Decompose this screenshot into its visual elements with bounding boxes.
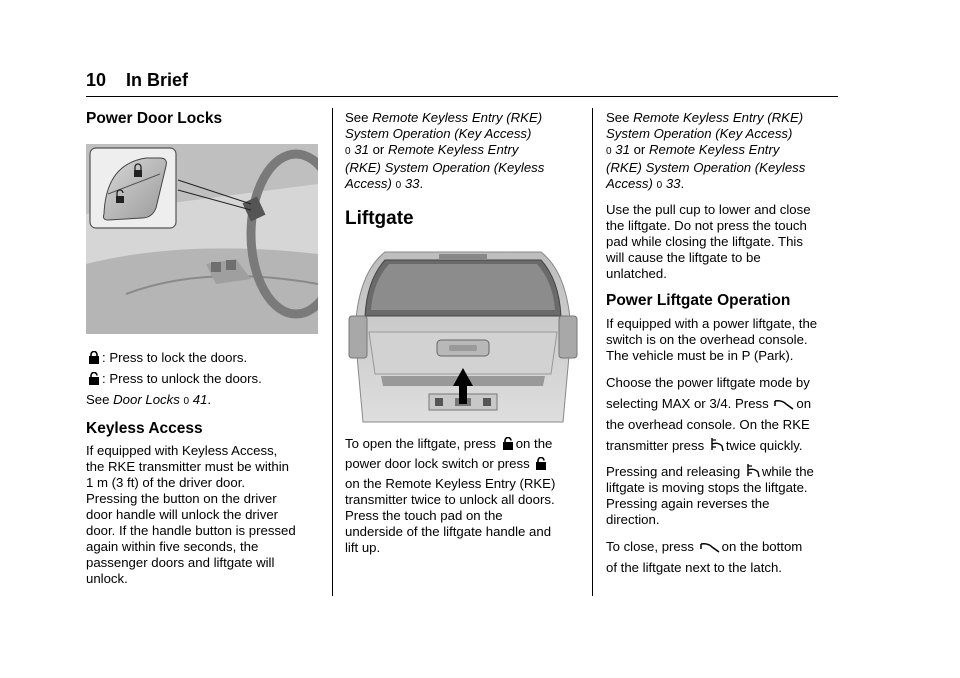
page-number: 10 [86, 70, 107, 90]
rke-keyless-link-end[interactable]: Access) [606, 176, 653, 191]
text-line: passenger doors and liftgate will [86, 555, 275, 570]
see-label: See [606, 110, 634, 125]
column-divider [592, 108, 593, 596]
text-line: The vehicle must be in P (Park). [606, 348, 794, 363]
keyless-access-heading: Keyless Access [86, 420, 203, 437]
text-line: again within five seconds, the [86, 539, 259, 554]
liftgate-console-icon [700, 541, 720, 553]
text-line: 1 m (3 ft) of the driver door. [86, 475, 246, 490]
rke-key-access-link-cont[interactable]: System Operation (Key Access) [606, 126, 793, 141]
stop-paragraph [606, 462, 842, 528]
page-ref-arrow-icon: 0 [656, 180, 663, 191]
liftgate-open-paragraph [345, 436, 581, 556]
text-line: while the [761, 464, 814, 479]
column-2 [345, 110, 581, 556]
rke-key-access-page[interactable]: 31 [615, 142, 630, 157]
column-divider [332, 108, 333, 596]
period: . [207, 392, 212, 407]
unlock-description: : Press to unlock the doors. [102, 371, 262, 386]
see-label: See [345, 110, 373, 125]
rke-key-access-page[interactable]: 31 [354, 142, 369, 157]
period: . [680, 176, 685, 191]
door-locks-link[interactable]: Door Locks [113, 392, 180, 407]
text-line: will cause the liftgate to be [606, 250, 761, 265]
liftgate-remote-icon [746, 462, 760, 478]
text-line: liftgate is moving stops the liftgate. [606, 480, 808, 495]
lock-description: : Press to lock the doors. [102, 350, 248, 365]
rke-key-access-link-cont[interactable]: System Operation (Key Access) [345, 126, 532, 141]
text-line: on the Remote Keyless Entry (RKE) [345, 476, 556, 491]
see-label: See [86, 392, 114, 407]
liftgate-illustration [345, 244, 581, 424]
text-line: transmitter press [606, 438, 705, 453]
text-line: the overhead console. On the RKE [606, 417, 810, 432]
power-liftgate-heading: Power Liftgate Operation [606, 292, 791, 309]
text-line: power door lock switch or press [345, 456, 530, 471]
or-text: or [629, 142, 649, 157]
keyless-paragraph [86, 443, 322, 587]
text-line: direction. [606, 512, 660, 527]
rke-keyless-page[interactable]: 33 [404, 176, 420, 191]
rke-keyless-link-cont[interactable]: (RKE) System Operation (Keyless [606, 160, 806, 175]
text-line: on the [515, 436, 553, 451]
mode-paragraph [606, 372, 842, 456]
column-3 [606, 110, 842, 578]
rke-references [606, 110, 842, 194]
unlock-icon [502, 437, 514, 450]
unlock-icon [535, 457, 547, 470]
text-line: Pressing again reverses the [606, 496, 770, 511]
text-line: the liftgate. Do not press the touch [606, 218, 807, 233]
text-line: twice quickly. [725, 438, 803, 453]
text-line: unlatched. [606, 266, 667, 281]
liftgate-console-icon [774, 398, 794, 410]
page-ref-arrow-icon: 0 [345, 146, 351, 157]
column-1 [86, 110, 322, 587]
text-line: To close, press [606, 539, 694, 554]
section-title: In Brief [126, 70, 189, 90]
equip-paragraph [606, 316, 842, 364]
text-line: on the bottom [721, 539, 803, 554]
text-line: Pressing and releasing [606, 464, 741, 479]
rke-keyless-link-end[interactable]: Access) [345, 176, 392, 191]
text-line: pad while closing the liftgate. This [606, 234, 803, 249]
rke-keyless-link[interactable]: Remote Keyless Entry [387, 142, 519, 157]
page-header [86, 70, 838, 97]
page-ref-arrow-icon: 0 [606, 146, 612, 157]
text-line: on [796, 396, 812, 411]
or-text: or [368, 142, 388, 157]
text-line: Pressing the button on the driver [86, 491, 277, 506]
text-line: switch is on the overhead console. [606, 332, 808, 347]
text-line: Use the pull cup to lower and close [606, 202, 811, 217]
door-lock-switch-illustration [86, 144, 318, 334]
text-line: Press the touch pad on the [345, 508, 503, 523]
text-line: door. If the handle button is pressed [86, 523, 296, 538]
text-line: door handle will unlock the driver [86, 507, 279, 522]
text-line: If equipped with Keyless Access, [86, 443, 278, 458]
text-line: of the liftgate next to the latch. [606, 560, 782, 575]
liftgate-heading: Liftgate [345, 208, 414, 229]
rke-key-access-link[interactable]: Remote Keyless Entry (RKE) [372, 110, 543, 125]
text-line: selecting MAX or 3/4. Press [606, 396, 769, 411]
period: . [419, 176, 424, 191]
text-line: If equipped with a power liftgate, the [606, 316, 818, 331]
rke-references [345, 110, 581, 194]
rke-key-access-link[interactable]: Remote Keyless Entry (RKE) [633, 110, 804, 125]
text-line: To open the liftgate, press [345, 436, 497, 451]
text-line: the RKE transmitter must be within [86, 459, 290, 474]
power-door-locks-heading: Power Door Locks [86, 110, 223, 127]
pull-cup-paragraph [606, 202, 842, 282]
rke-keyless-link-cont[interactable]: (RKE) System Operation (Keyless [345, 160, 545, 175]
liftgate-remote-icon [710, 436, 724, 452]
door-locks-page[interactable]: 41 [192, 392, 208, 407]
text-line: unlock. [86, 571, 128, 586]
unlock-icon [88, 372, 100, 385]
rke-keyless-link[interactable]: Remote Keyless Entry [648, 142, 780, 157]
page-ref-arrow-icon: 0 [183, 396, 190, 407]
text-line: lift up. [345, 540, 381, 555]
lock-icon [88, 351, 100, 364]
rke-keyless-page[interactable]: 33 [665, 176, 681, 191]
page-ref-arrow-icon: 0 [395, 180, 402, 191]
close-paragraph [606, 536, 842, 578]
text-line: underside of the liftgate handle and [345, 524, 552, 539]
text-line: Choose the power liftgate mode by [606, 375, 810, 390]
text-line: transmitter twice to unlock all doors. [345, 492, 555, 507]
